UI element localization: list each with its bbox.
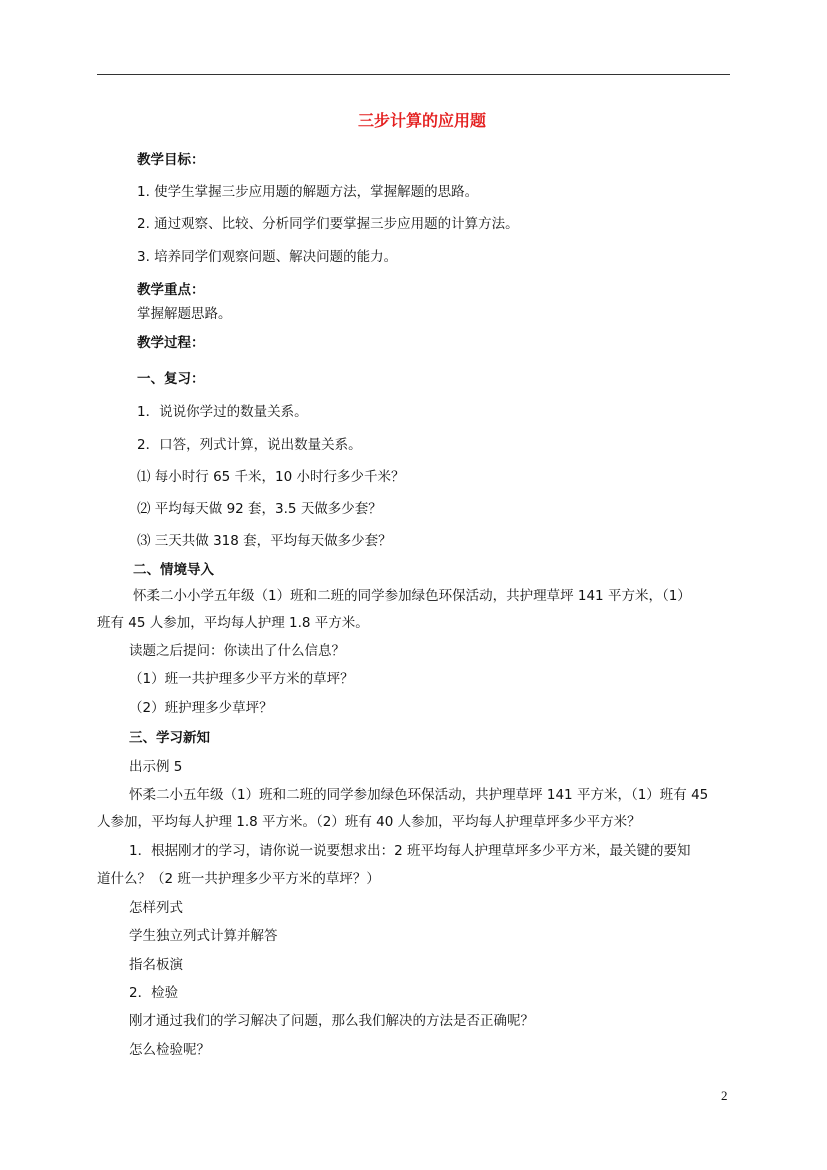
paragraph: 2．口答，列式计算，说出数量关系。 [137, 437, 362, 453]
paragraph: 1．说说你学过的数量关系。 [137, 404, 308, 420]
paragraph: （1）班一共护理多少平方米的草坪？ [129, 671, 354, 687]
paragraph: 人参加，平均每人护理 1.8 平方米。（2）班有 40 人参加，平均每人护理草坪多少平方米？ [97, 814, 641, 830]
paragraph: 指名板演 [129, 957, 183, 973]
review-question: ⑵ 平均每天做 92 套，3.5 天做多少套？ [137, 501, 382, 517]
review-question: ⑶ 三天共做 318 套，平均每天做多少套？ [137, 533, 392, 549]
paragraph: 学生独立列式计算并解答 [129, 928, 278, 944]
paragraph: 2．检验 [129, 985, 179, 1001]
header-rule [97, 74, 730, 75]
section-heading: 一、复习： [137, 371, 205, 387]
paragraph: 1．根据刚才的学习，请你说一说要想求出：2 班平均每人护理草坪多少平方米，最关键的要知 [129, 843, 691, 859]
paragraph: 刚才通过我们的学习解决了问题，那么我们解决的方法是否正确呢？ [129, 1013, 534, 1029]
paragraph: （2）班护理多少草坪？ [129, 700, 273, 716]
page-number: 2 [721, 1088, 728, 1103]
paragraph: 怎么检验呢？ [129, 1042, 210, 1058]
objective-item: 1. 使学生掌握三步应用题的解题方法，掌握解题的思路。 [137, 184, 479, 200]
page-title: 三步计算的应用题 [358, 111, 487, 130]
review-question: ⑴ 每小时行 65 千米，10 小时行多少千米？ [137, 469, 405, 485]
section-heading: 教学目标： [137, 152, 205, 168]
paragraph: 怎样列式 [129, 900, 183, 916]
paragraph: 班有 45 人参加，平均每人护理 1.8 平方米。 [97, 615, 369, 631]
objective-item: 3. 培养同学们观察问题、解决问题的能力。 [137, 249, 398, 265]
paragraph: 出示例 5 [129, 759, 183, 775]
section-heading: 二、情境导入 [133, 562, 214, 578]
section-heading: 教学过程： [137, 335, 205, 351]
section-heading: 教学重点： [137, 282, 205, 298]
objective-item: 2. 通过观察、比较、分析同学们要掌握三步应用题的计算方法。 [137, 216, 519, 232]
paragraph: 怀柔二小小学五年级（1）班和二班的同学参加绿色环保活动，共护理草坪 141 平方米，（1） [133, 588, 691, 604]
paragraph: 怀柔二小五年级（1）班和二班的同学参加绿色环保活动，共护理草坪 141 平方米，（1）班有 45 [129, 787, 709, 803]
section-heading: 三、学习新知 [129, 730, 210, 746]
paragraph: 掌握解题思路。 [137, 306, 232, 322]
paragraph: 读题之后提问：你读出了什么信息？ [129, 643, 345, 659]
paragraph: 道什么？（2 班一共护理多少平方米的草坪？） [97, 871, 380, 887]
